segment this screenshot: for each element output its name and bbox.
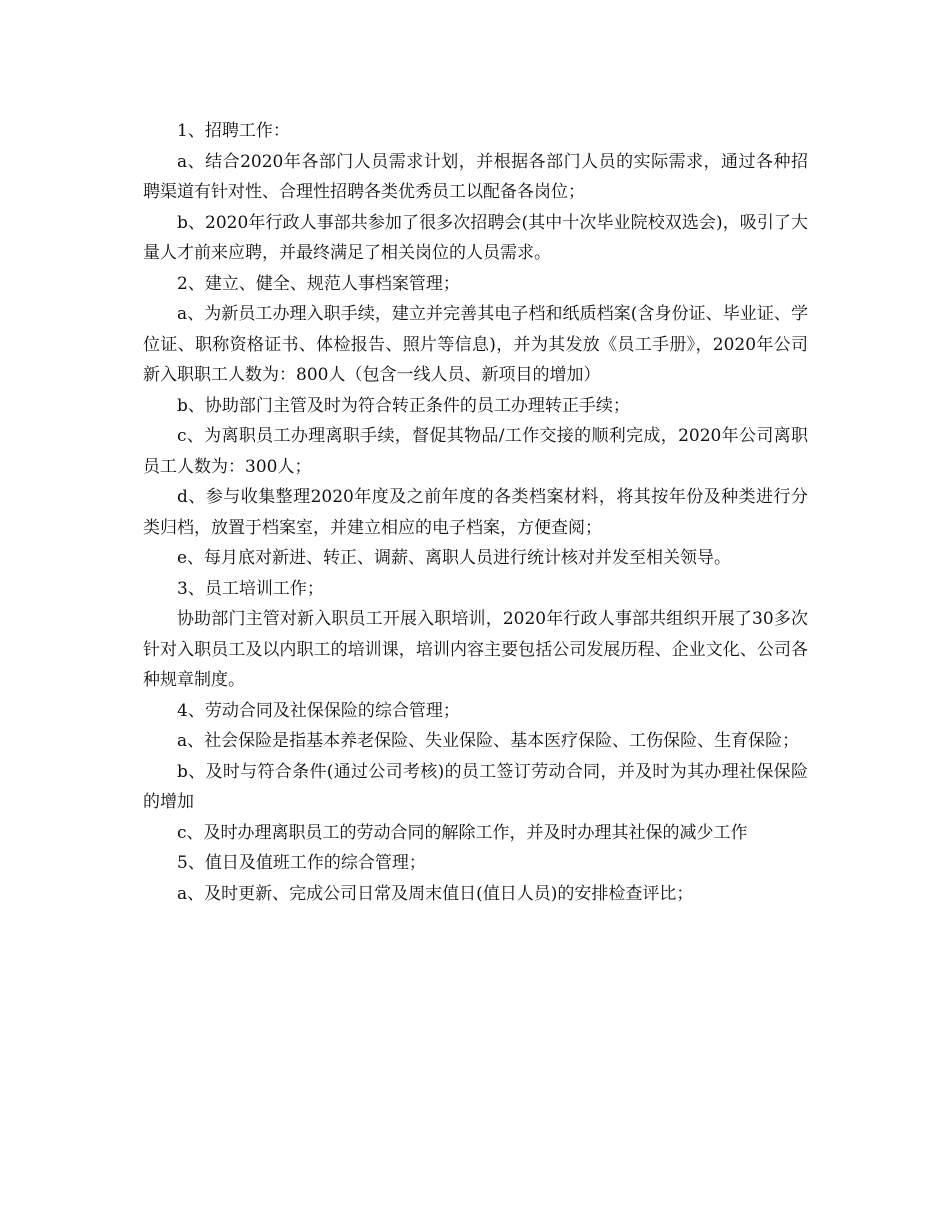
paragraph-recruitment-b: b、2020年行政人事部共参加了很多次招聘会(其中十次毕业院校双选会)，吸引了大量人才前来应聘，并最终满足了相关岗位的人员需求。 — [143, 212, 808, 263]
heading-recruitment: 1、招聘工作： — [177, 121, 290, 141]
heading-duty: 5、值日及值班工作的综合管理； — [177, 853, 426, 873]
heading-contracts-insurance: 4、劳动合同及社保保险的综合管理； — [177, 700, 460, 721]
heading-personnel-files: 2、建立、健全、规范人事档案管理； — [177, 273, 460, 294]
document-body — [143, 116, 808, 909]
paragraph-files-a: a、为新员工办理入职手续，建立并完善其电子档和纸质档案(含身份证、毕业证、学位证、职称资格证书、体检报告、照片等信息)，并为其发放《员工手册》，2020年公司新入职职工人数为：800人（包含一线人员、新项目的增加） — [143, 304, 808, 385]
paragraph-duty-a: a、及时更新、完成公司日常及周末值日(值日人员)的安排检查评比； — [177, 883, 694, 904]
heading-training: 3、员工培训工作； — [177, 578, 324, 599]
paragraph-training: 协助部门主管对新入职员工开展入职培训，2020年行政人事部共组织开展了30多次针对入职员工及以内职工的培训课，培训内容主要包括公司发展历程、企业文化、公司各种规章制度。 — [143, 609, 808, 690]
paragraph-files-e: e、每月底对新进、转正、调薪、离职人员进行统计核对并发至相关领导。 — [177, 548, 732, 568]
paragraph-insurance-a: a、社会保险是指基本养老保险、失业保险、基本医疗保险、工伤保险、生育保险； — [177, 731, 800, 751]
paragraph-insurance-c: c、及时办理离职员工的劳动合同的解除工作，并及时办理其社保的减少工作 — [177, 822, 748, 843]
paragraph-recruitment-a: a、结合2020年各部门人员需求计划，并根据各部门人员的实际需求，通过各种招聘渠道有针对性、合理性招聘各类优秀员工以配备各岗位； — [143, 151, 808, 202]
paragraph-insurance-b: b、及时与符合条件(通过公司考核)的员工签订劳动合同，并及时为其办理社保保险的增加 — [143, 761, 808, 812]
paragraph-files-d: d、参与收集整理2020年度及之前年度的各类档案材料，将其按年份及种类进行分类归档，放置于档案室，并建立相应的电子档案，方便查阅； — [143, 487, 808, 538]
paragraph-files-c: c、为离职员工办理离职手续，督促其物品/工作交接的顺利完成，2020年公司离职员工人数为：300人； — [143, 426, 808, 477]
paragraph-files-b: b、协助部门主管及时为符合转正条件的员工办理转正手续； — [177, 395, 630, 416]
